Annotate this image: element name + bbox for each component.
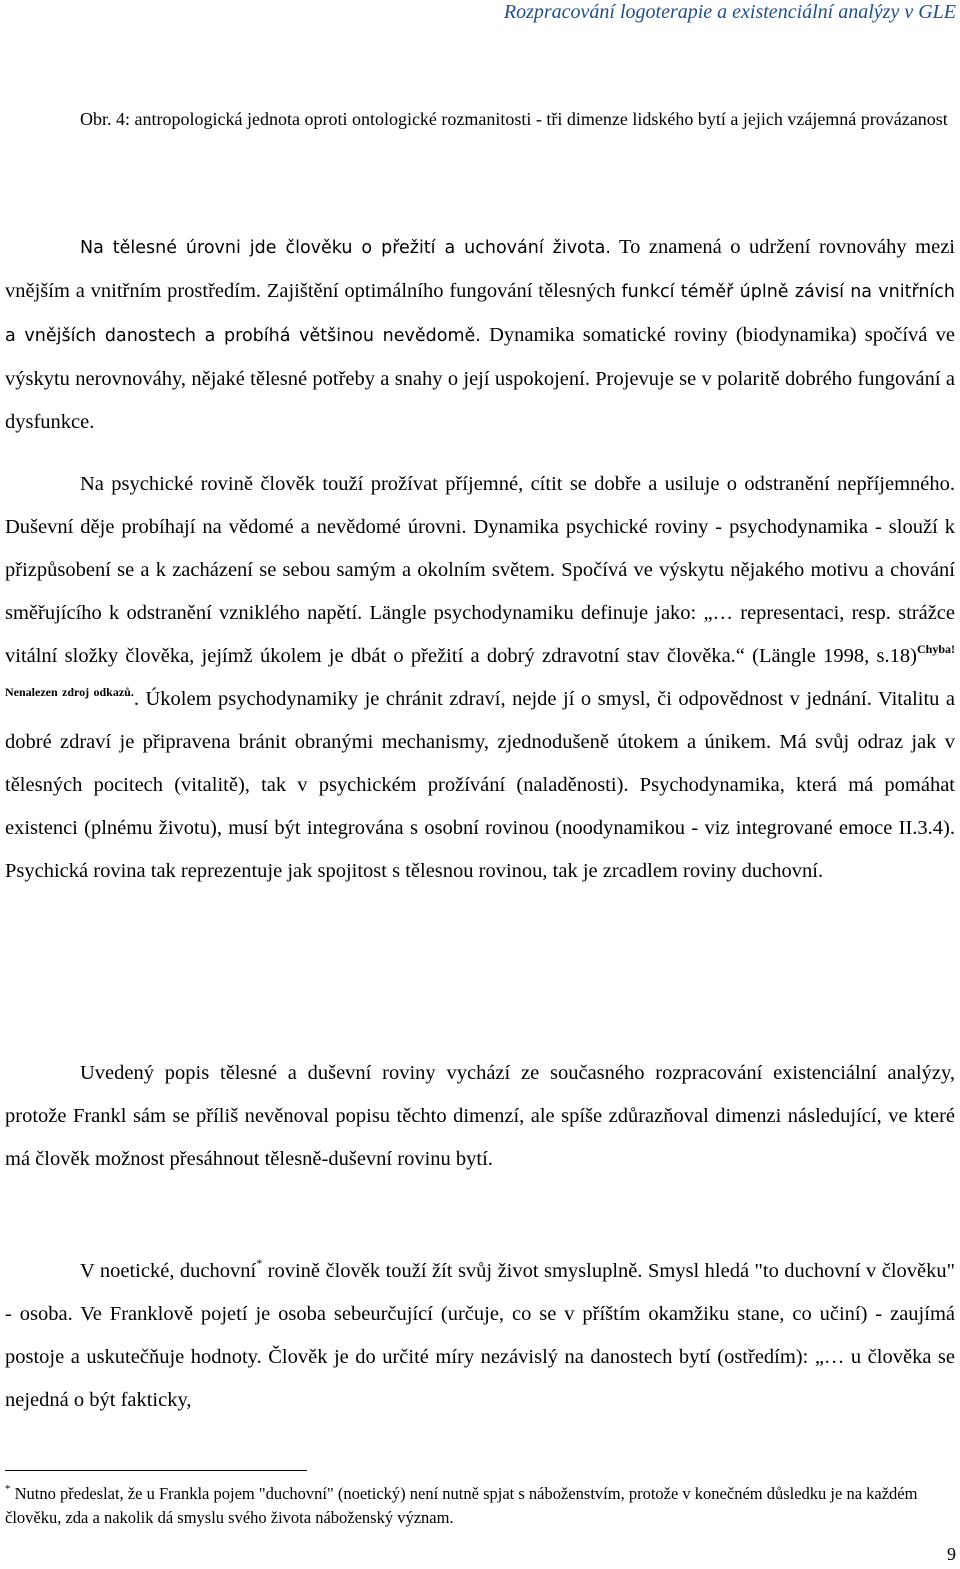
paragraph-description-source: Uvedený popis tělesné a duševní roviny vychází ze současného rozpracování existenciální analýzy, protože Frankl sám se příliš nevěnoval popisu těchto dimenzí, ale spíše zdůrazňoval dimenzi následující, ve které má člověk možnost přesáhnout tělesně-duševní rovinu bytí. [5, 1062, 955, 1170]
noetic-text-2: rovině člověk touží žít svůj život smysluplně. Smysl hledá "to duchovní v člověku" - osoba. Ve Franklově pojetí je osoba sebeurčující (určuje, co se v příštím okamžiku stane, co učiní) - zaujímá postoje a uskutečňuje hodnoty. Člověk je do určité míry nezávislý na danostech bytí (ostředím): „… u člověka se nejedná o být fakticky, [5, 1260, 955, 1411]
running-header: Rozpracování logoterapie a existenciální analýzy v GLE [503, 1, 956, 23]
bodily-sentence-3: funkcí téměř úplně závisí na vnitřních a vnějších danostech a probíhá většinou nevědomě. [5, 282, 955, 346]
paragraph-bodily-level [5, 226, 955, 444]
noetic-text-1: V noetické, duchovní [80, 1260, 257, 1282]
psychic-text-2: . Úkolem psychodynamiky je chránit zdraví, nejde jí o smysl, či odpovědnost v jednání. Vitalitu a dobré zdraví je připravena bránit obranými mechanismy, zjednodušeně útokem a únikem. Má svůj odraz jak v tělesných pocitech (vitalitě), tak v psychickém prožívání (naladěnosti). Psychodynamika, která má pomáhat existenci (plnému životu), musí být integrována s osobní rovinou (noodynamikou - viz integrované emoce II.3.4). Psychická rovina tak reprezentuje jak spojitost s tělesnou rovinou, tak je zrcadlem roviny duchovní. [5, 688, 955, 882]
footnote-text: Nutno předeslat, že u Frankla pojem "duchovní" (noetický) není nutně spjat s náboženstvím, protože v konečném důsledku je na každém člověku, zda a nakolik dá smyslu svého života náboženský význam. [5, 1484, 918, 1527]
paragraph-psychic-level [5, 463, 955, 893]
bodily-sentence-4: Dynamika somatické roviny (biodynamika) spočívá ve výskytu nerovnováhy, nějaké tělesné potřeby a snahy o její uspokojení. Projevuje se v polaritě dobrého fungování a dysfunkce. [5, 324, 955, 433]
footnote-marker: * [256, 1256, 263, 1270]
psychic-text-1: Na psychické rovině člověk touží prožívat příjemné, cítit se dobře a usiluje o odstranění nepříjemného. Duševní děje probíhají na vědomé a nevědomé úrovni. Dynamika psychické roviny - psychodynamika - slouží k přizpůsobení se a k zacházení se sebou samým a okolním světem. Spočívá ve výskytu nějakého motivu a chování směřujícího k odstranění vzniklého napětí. Längle psychodynamiku definuje jako: „… representaci, resp. strážce vitální složky člověka, jejímž úkolem je dbát o přežití a dobrý zdravotní stav člověka.“ (Längle 1998, s.18) [5, 473, 955, 667]
bodily-sentence-1: Na tělesné úrovni jde člověku o přežití a uchování života. [80, 238, 611, 258]
bodily-sentence-2: To znamená o udržení rovnováhy mezi vnějším a vnitřním prostředím. Zajištění optimálního fungování tělesných [5, 236, 955, 302]
footnote-marker: * [5, 1483, 11, 1495]
page-number: 9 [947, 1544, 956, 1564]
paragraph-noetic-level [5, 1250, 955, 1422]
reference-error-note: Chyba! Nenalezen zdroj odkazů. [5, 642, 955, 699]
footnote-separator [5, 1470, 307, 1471]
figure-caption: Obr. 4: antropologická jednota oproti ontologické rozmanitosti - tři dimenze lidského bytí a jejich vzájemná provázanost [80, 109, 948, 129]
footnote [5, 1482, 955, 1530]
